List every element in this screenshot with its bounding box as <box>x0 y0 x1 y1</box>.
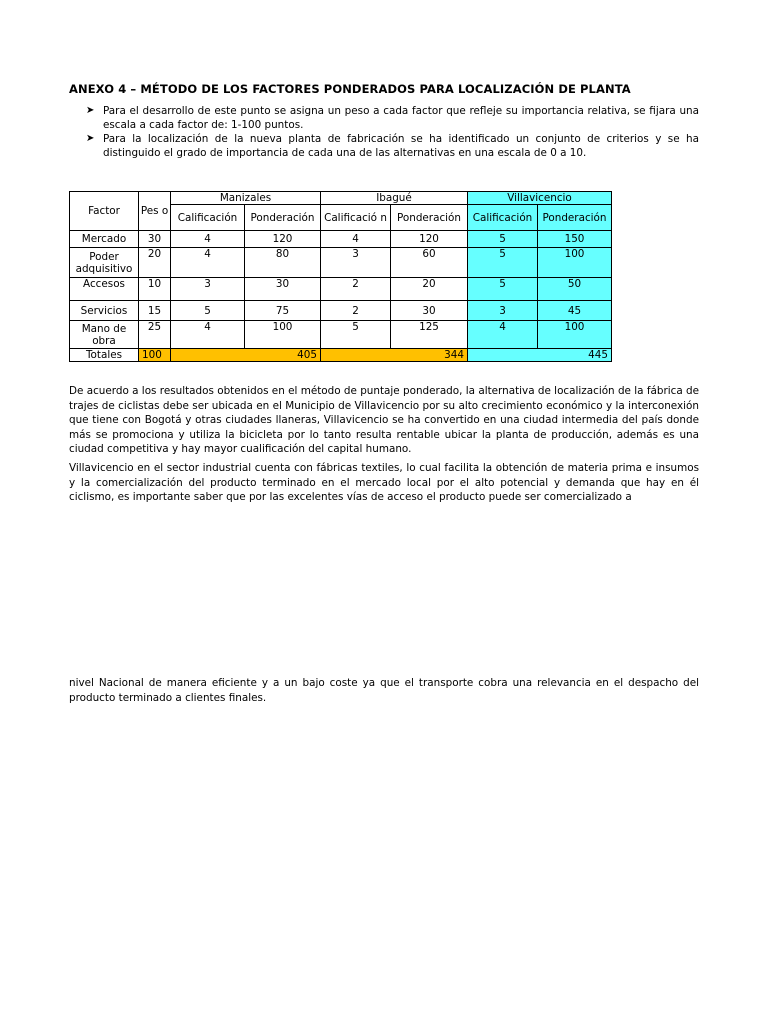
totals-villavicencio: 445 <box>468 349 612 362</box>
value-cell: 5 <box>468 231 538 248</box>
factor-cell: Mano de obra <box>70 321 139 349</box>
factor-cell: Poder adquisitivo <box>70 248 139 278</box>
table-row <box>70 278 612 301</box>
value-cell: 4 <box>468 321 538 349</box>
value-cell: 120 <box>391 231 468 248</box>
value-cell: 5 <box>321 321 391 349</box>
value-cell: 30 <box>245 278 321 301</box>
value-cell: 150 <box>538 231 612 248</box>
table-row <box>70 321 612 349</box>
value-cell: 100 <box>245 321 321 349</box>
factor-cell: Accesos <box>70 278 139 301</box>
header-ponderacion: Ponderación <box>391 205 468 231</box>
header-city-ibague: Ibagué <box>321 192 468 205</box>
value-cell: 5 <box>171 301 245 321</box>
bullet-text: Para el desarrollo de este punto se asigna un peso a cada factor que refleje su importancia relativa, se fijara una escala a cada factor de: 1-100 puntos. <box>103 105 699 131</box>
value-cell: 45 <box>538 301 612 321</box>
peso-cell: 20 <box>139 248 171 278</box>
value-cell: 4 <box>171 248 245 278</box>
value-cell: 4 <box>321 231 391 248</box>
value-cell: 125 <box>391 321 468 349</box>
header-calificacion: Calificación <box>468 205 538 231</box>
value-cell: 100 <box>538 248 612 278</box>
header-ponderacion: Ponderación <box>245 205 321 231</box>
factor-cell: Servicios <box>70 301 139 321</box>
value-cell: 80 <box>245 248 321 278</box>
arrow-bullet-icon: ➤ <box>86 105 95 116</box>
peso-cell: 30 <box>139 231 171 248</box>
value-cell: 4 <box>171 321 245 349</box>
bullet-item <box>86 132 699 160</box>
value-cell: 3 <box>321 248 391 278</box>
totals-row <box>70 349 612 362</box>
conclusion-paragraph: De acuerdo a los resultados obtenidos en el método de puntaje ponderado, la alternativa de localización de la fábrica de trajes de ciclistas debe ser ubicada en el Municipio de Villavicencio por su alto crecimiento económico y la interconexión que tiene con Bogotá y otras ciudades llaneras, Villavicencio se ha convertido en una ciudad intermedia del país donde más se promociona y utiliza la bicicleta por lo tanto resulta rentable ubicar la planta de producción, además es una ciudad competitiva y hay mayor cualificación del capital humano. <box>69 385 699 455</box>
bullet-list <box>86 104 699 160</box>
continuation-paragraph: nivel Nacional de manera eficiente y a un bajo coste ya que el transporte cobra una relevancia en el despacho del producto terminado a clientes finales. <box>69 677 699 704</box>
factor-cell: Mercado <box>70 231 139 248</box>
peso-cell: 10 <box>139 278 171 301</box>
bullet-text: Para la localización de la nueva planta de fabricación se ha identificado un conjunto de criterios y se ha distinguido el grado de importancia de cada una de las alternativas en una escala de 0 a 10. <box>103 133 699 159</box>
totals-peso: 100 <box>139 349 171 362</box>
header-factor: Factor <box>70 192 139 231</box>
peso-cell: 15 <box>139 301 171 321</box>
value-cell: 3 <box>468 301 538 321</box>
value-cell: 5 <box>468 278 538 301</box>
value-cell: 20 <box>391 278 468 301</box>
annex-title: ANEXO 4 – MÉTODO DE LOS FACTORES PONDERADOS PARA LOCALIZACIÓN DE PLANTA <box>69 82 631 96</box>
industry-paragraph: Villavicencio en el sector industrial cuenta con fábricas textiles, lo cual facilita la obtención de materia prima e insumos y la comercialización del producto terminado en el mercado local por el alto potencial y demanda que hay en él ciclismo, es importante saber que por las excelentes vías de acceso el producto puede ser comercializado a <box>69 462 699 503</box>
value-cell: 50 <box>538 278 612 301</box>
header-calificacion: Calificación <box>171 205 245 231</box>
totals-label: Totales <box>70 349 139 362</box>
totals-manizales: 405 <box>171 349 321 362</box>
header-calificacion: Calificació n <box>321 205 391 231</box>
totals-ibague: 344 <box>321 349 468 362</box>
header-ponderacion: Ponderación <box>538 205 612 231</box>
value-cell: 2 <box>321 278 391 301</box>
peso-cell: 25 <box>139 321 171 349</box>
header-city-villavicencio: Villavicencio <box>468 192 612 205</box>
arrow-bullet-icon: ➤ <box>86 133 95 144</box>
bullet-item <box>86 104 699 132</box>
header-peso: Pes o <box>139 192 171 231</box>
table-row <box>70 231 612 248</box>
value-cell: 120 <box>245 231 321 248</box>
header-city-manizales: Manizales <box>171 192 321 205</box>
value-cell: 30 <box>391 301 468 321</box>
value-cell: 5 <box>468 248 538 278</box>
weighted-factors-table <box>69 191 612 362</box>
value-cell: 3 <box>171 278 245 301</box>
value-cell: 100 <box>538 321 612 349</box>
value-cell: 4 <box>171 231 245 248</box>
table-row <box>70 301 612 321</box>
value-cell: 2 <box>321 301 391 321</box>
value-cell: 75 <box>245 301 321 321</box>
value-cell: 60 <box>391 248 468 278</box>
table-row <box>70 248 612 278</box>
